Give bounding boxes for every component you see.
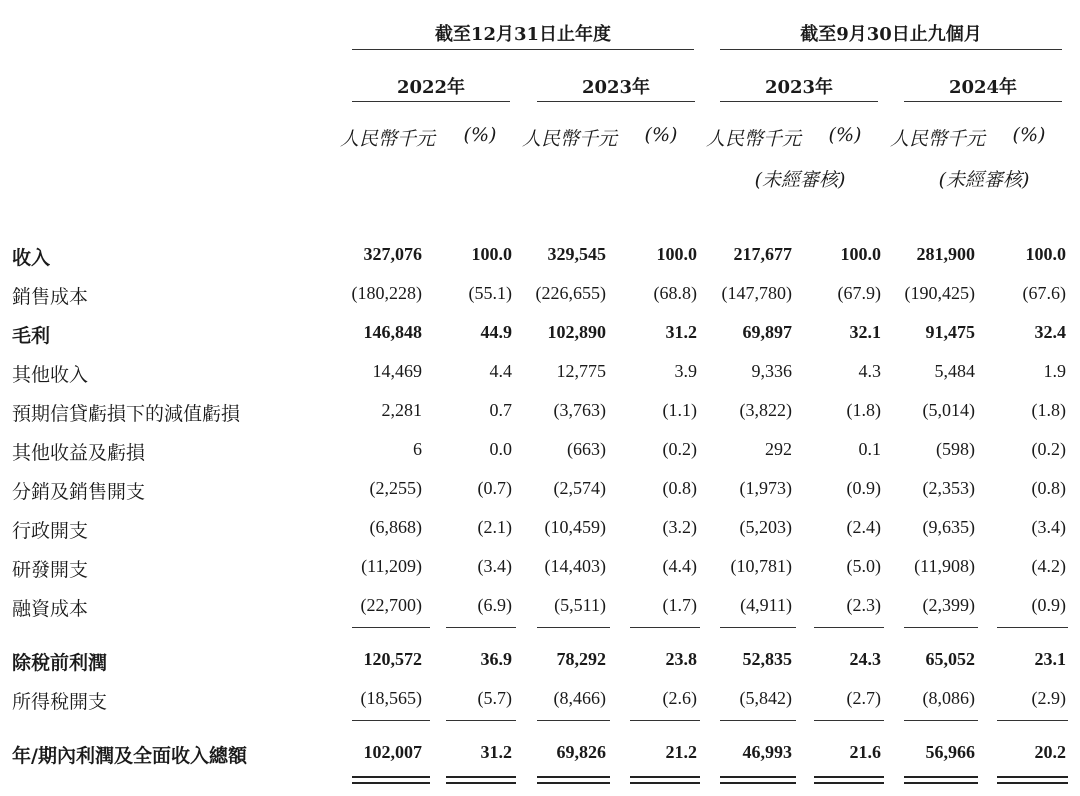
cell-2024-9m-pct: (0.8) (1031, 478, 1066, 498)
cell-2024-9m-amount: (11,908) (914, 556, 975, 576)
cell-2022-pct: 100.0 (471, 244, 512, 264)
pct-label: (%) (463, 124, 497, 146)
total-double-rule (997, 776, 1068, 784)
cell-2023-amount: (5,511) (554, 595, 606, 615)
cell-2024-9m-amount: (5,014) (922, 400, 975, 420)
cell-2024-9m-pct: 100.0 (1025, 244, 1066, 264)
unit-label: 人民幣千元 (890, 128, 986, 150)
cell-2023-amount: (14,403) (544, 556, 606, 576)
cell-2024-9m-amount: 281,900 (916, 244, 975, 264)
cell-2023-pct: 100.0 (656, 244, 697, 264)
cell-2023-amount: (8,466) (553, 688, 606, 708)
cell-2023-amount: 78,292 (556, 649, 606, 669)
cell-2024-9m-amount: (8,086) (922, 688, 975, 708)
period-header-nine-months: 截至9月30日止九個月 (800, 24, 982, 45)
cell-2023-9m-pct: (1.8) (846, 400, 881, 420)
cell-2022-pct: 36.9 (480, 649, 512, 669)
period-header-rule (720, 49, 1062, 50)
cell-2024-9m-amount: (2,399) (922, 595, 975, 615)
cell-2023-9m-amount: 52,835 (742, 649, 792, 669)
row-label: 其他收益及虧損 (12, 442, 146, 464)
cell-2022-pct: (5.7) (477, 688, 512, 708)
cell-2023-9m-pct: 24.3 (849, 649, 881, 669)
cell-2022-pct: (0.7) (477, 478, 512, 498)
cell-2022-pct: 44.9 (480, 322, 512, 342)
cell-2023-amount: 329,545 (547, 244, 606, 264)
unit-label: 人民幣千元 (706, 128, 802, 150)
cell-2023-9m-pct: (67.9) (837, 283, 881, 303)
cell-2022-amount: 120,572 (363, 649, 422, 669)
row-label: 收入 (12, 247, 51, 269)
cell-2023-9m-amount: (3,822) (739, 400, 792, 420)
cell-2023-9m-pct: (2.3) (846, 595, 881, 615)
row-label: 銷售成本 (12, 286, 89, 308)
subtotal-rule (997, 627, 1068, 628)
cell-2022-amount: (18,565) (360, 688, 422, 708)
row-label: 分銷及銷售開支 (12, 481, 146, 503)
cell-2024-9m-pct: (0.9) (1031, 595, 1066, 615)
cell-2023-9m-amount: (4,911) (740, 595, 792, 615)
year-header-rule (352, 101, 510, 102)
cell-2024-9m-pct: (3.4) (1031, 517, 1066, 537)
cell-2023-amount: 12,775 (556, 361, 606, 381)
unaudited-label: (未經審核) (938, 169, 1030, 191)
cell-2022-amount: (11,209) (361, 556, 422, 576)
cell-2023-amount: (2,574) (553, 478, 606, 498)
subtotal-rule (720, 627, 796, 628)
cell-2022-amount: (2,255) (369, 478, 422, 498)
subtotal-rule (446, 720, 516, 721)
cell-2023-9m-pct: 21.6 (849, 742, 881, 762)
subtotal-rule (904, 627, 978, 628)
cell-2022-pct: 31.2 (480, 742, 512, 762)
cell-2023-amount: (226,655) (535, 283, 606, 303)
cell-2023-pct: (0.8) (662, 478, 697, 498)
cell-2023-9m-amount: (10,781) (730, 556, 792, 576)
year-header-2022: 2022年 (396, 77, 466, 98)
cell-2024-9m-amount: 56,966 (925, 742, 975, 762)
cell-2023-9m-amount: 46,993 (742, 742, 792, 762)
cell-2024-9m-pct: (67.6) (1022, 283, 1066, 303)
cell-2023-pct: (1.7) (662, 595, 697, 615)
cell-2024-9m-amount: 65,052 (925, 649, 975, 669)
cell-2022-pct: (3.4) (477, 556, 512, 576)
cell-2022-amount: 2,281 (381, 400, 422, 420)
cell-2024-9m-pct: 23.1 (1034, 649, 1066, 669)
cell-2023-9m-pct: (2.4) (846, 517, 881, 537)
subtotal-rule (814, 627, 884, 628)
cell-2024-9m-pct: (2.9) (1031, 688, 1066, 708)
cell-2023-9m-pct: (2.7) (846, 688, 881, 708)
cell-2022-amount: (6,868) (369, 517, 422, 537)
total-double-rule (537, 776, 610, 784)
cell-2023-9m-pct: 0.1 (858, 439, 881, 459)
cell-2023-pct: (1.1) (662, 400, 697, 420)
cell-2023-9m-amount: (1,973) (739, 478, 792, 498)
cell-2022-amount: 102,007 (363, 742, 422, 762)
cell-2022-amount: 327,076 (363, 244, 422, 264)
cell-2022-amount: 6 (413, 439, 422, 459)
cell-2023-9m-amount: (5,842) (739, 688, 792, 708)
cell-2024-9m-pct: 1.9 (1043, 361, 1066, 381)
cell-2022-pct: (2.1) (477, 517, 512, 537)
cell-2023-pct: (0.2) (662, 439, 697, 459)
cell-2022-pct: 0.0 (489, 439, 512, 459)
cell-2023-9m-pct: 4.3 (858, 361, 881, 381)
year-header-rule (537, 101, 695, 102)
cell-2022-pct: (55.1) (468, 283, 512, 303)
subtotal-rule (537, 720, 610, 721)
cell-2023-pct: 23.8 (665, 649, 697, 669)
cell-2023-pct: (68.8) (653, 283, 697, 303)
row-label: 其他收入 (12, 364, 89, 386)
cell-2023-amount: (663) (567, 439, 606, 459)
year-header-2023: 2023年 (581, 77, 651, 98)
total-double-rule (720, 776, 796, 784)
cell-2023-pct: 31.2 (665, 322, 697, 342)
row-label: 所得稅開支 (12, 691, 108, 713)
year-header-2023-nine-months: 2023年 (764, 77, 834, 98)
cell-2022-pct: 0.7 (489, 400, 512, 420)
cell-2023-9m-amount: (147,780) (721, 283, 792, 303)
total-double-rule (814, 776, 884, 784)
cell-2023-pct: 3.9 (674, 361, 697, 381)
cell-2024-9m-pct: (1.8) (1031, 400, 1066, 420)
unit-label: 人民幣千元 (340, 128, 436, 150)
cell-2022-pct: (6.9) (477, 595, 512, 615)
year-header-rule (720, 101, 878, 102)
cell-2024-9m-amount: 91,475 (925, 322, 975, 342)
cell-2024-9m-amount: (190,425) (904, 283, 975, 303)
subtotal-rule (904, 720, 978, 721)
row-label: 預期信貸虧損下的減值虧損 (12, 403, 241, 425)
year-header-rule (904, 101, 1062, 102)
cell-2024-9m-pct: (4.2) (1031, 556, 1066, 576)
unaudited-label: (未經審核) (754, 169, 846, 191)
total-double-rule (352, 776, 430, 784)
cell-2024-9m-amount: (2,353) (922, 478, 975, 498)
period-header-year: 截至12月31日止年度 (434, 24, 612, 45)
cell-2023-pct: (3.2) (662, 517, 697, 537)
cell-2023-9m-pct: (5.0) (846, 556, 881, 576)
year-header-2024-nine-months: 2024年 (948, 77, 1018, 98)
cell-2023-9m-amount: (5,203) (739, 517, 792, 537)
cell-2024-9m-pct: (0.2) (1031, 439, 1066, 459)
cell-2024-9m-pct: 20.2 (1034, 742, 1066, 762)
cell-2023-9m-pct: (0.9) (846, 478, 881, 498)
subtotal-rule (537, 627, 610, 628)
subtotal-rule (446, 627, 516, 628)
cell-2024-9m-amount: (598) (936, 439, 975, 459)
cell-2023-9m-amount: 69,897 (742, 322, 792, 342)
subtotal-rule (997, 720, 1068, 721)
cell-2023-9m-amount: 217,677 (733, 244, 792, 264)
cell-2023-9m-pct: 100.0 (840, 244, 881, 264)
pct-label: (%) (644, 124, 678, 146)
period-header-rule (352, 49, 694, 50)
unit-label: 人民幣千元 (522, 128, 618, 150)
cell-2023-pct: (4.4) (662, 556, 697, 576)
cell-2024-9m-amount: (9,635) (922, 517, 975, 537)
pct-label: (%) (1012, 124, 1046, 146)
cell-2022-amount: 146,848 (363, 322, 422, 342)
total-double-rule (446, 776, 516, 784)
cell-2022-amount: 14,469 (372, 361, 422, 381)
cell-2022-amount: (180,228) (351, 283, 422, 303)
subtotal-rule (814, 720, 884, 721)
cell-2023-pct: (2.6) (662, 688, 697, 708)
total-double-rule (904, 776, 978, 784)
row-label: 除稅前利潤 (12, 652, 108, 674)
subtotal-rule (630, 627, 700, 628)
subtotal-rule (352, 720, 430, 721)
row-label: 融資成本 (12, 598, 89, 620)
cell-2024-9m-pct: 32.4 (1034, 322, 1066, 342)
cell-2024-9m-amount: 5,484 (934, 361, 975, 381)
total-double-rule (630, 776, 700, 784)
cell-2022-pct: 4.4 (489, 361, 512, 381)
subtotal-rule (630, 720, 700, 721)
row-label: 年/期內利潤及全面收入總額 (12, 745, 247, 767)
subtotal-rule (720, 720, 796, 721)
cell-2023-9m-amount: 292 (765, 439, 792, 459)
cell-2023-amount: 102,890 (547, 322, 606, 342)
cell-2023-9m-pct: 32.1 (849, 322, 881, 342)
cell-2023-amount: 69,826 (556, 742, 606, 762)
pct-label: (%) (828, 124, 862, 146)
row-label: 毛利 (12, 325, 51, 347)
row-label: 研發開支 (12, 559, 89, 581)
cell-2023-amount: (3,763) (553, 400, 606, 420)
cell-2022-amount: (22,700) (360, 595, 422, 615)
cell-2023-9m-amount: 9,336 (751, 361, 792, 381)
cell-2023-amount: (10,459) (544, 517, 606, 537)
cell-2023-pct: 21.2 (665, 742, 697, 762)
subtotal-rule (352, 627, 430, 628)
row-label: 行政開支 (12, 520, 89, 542)
